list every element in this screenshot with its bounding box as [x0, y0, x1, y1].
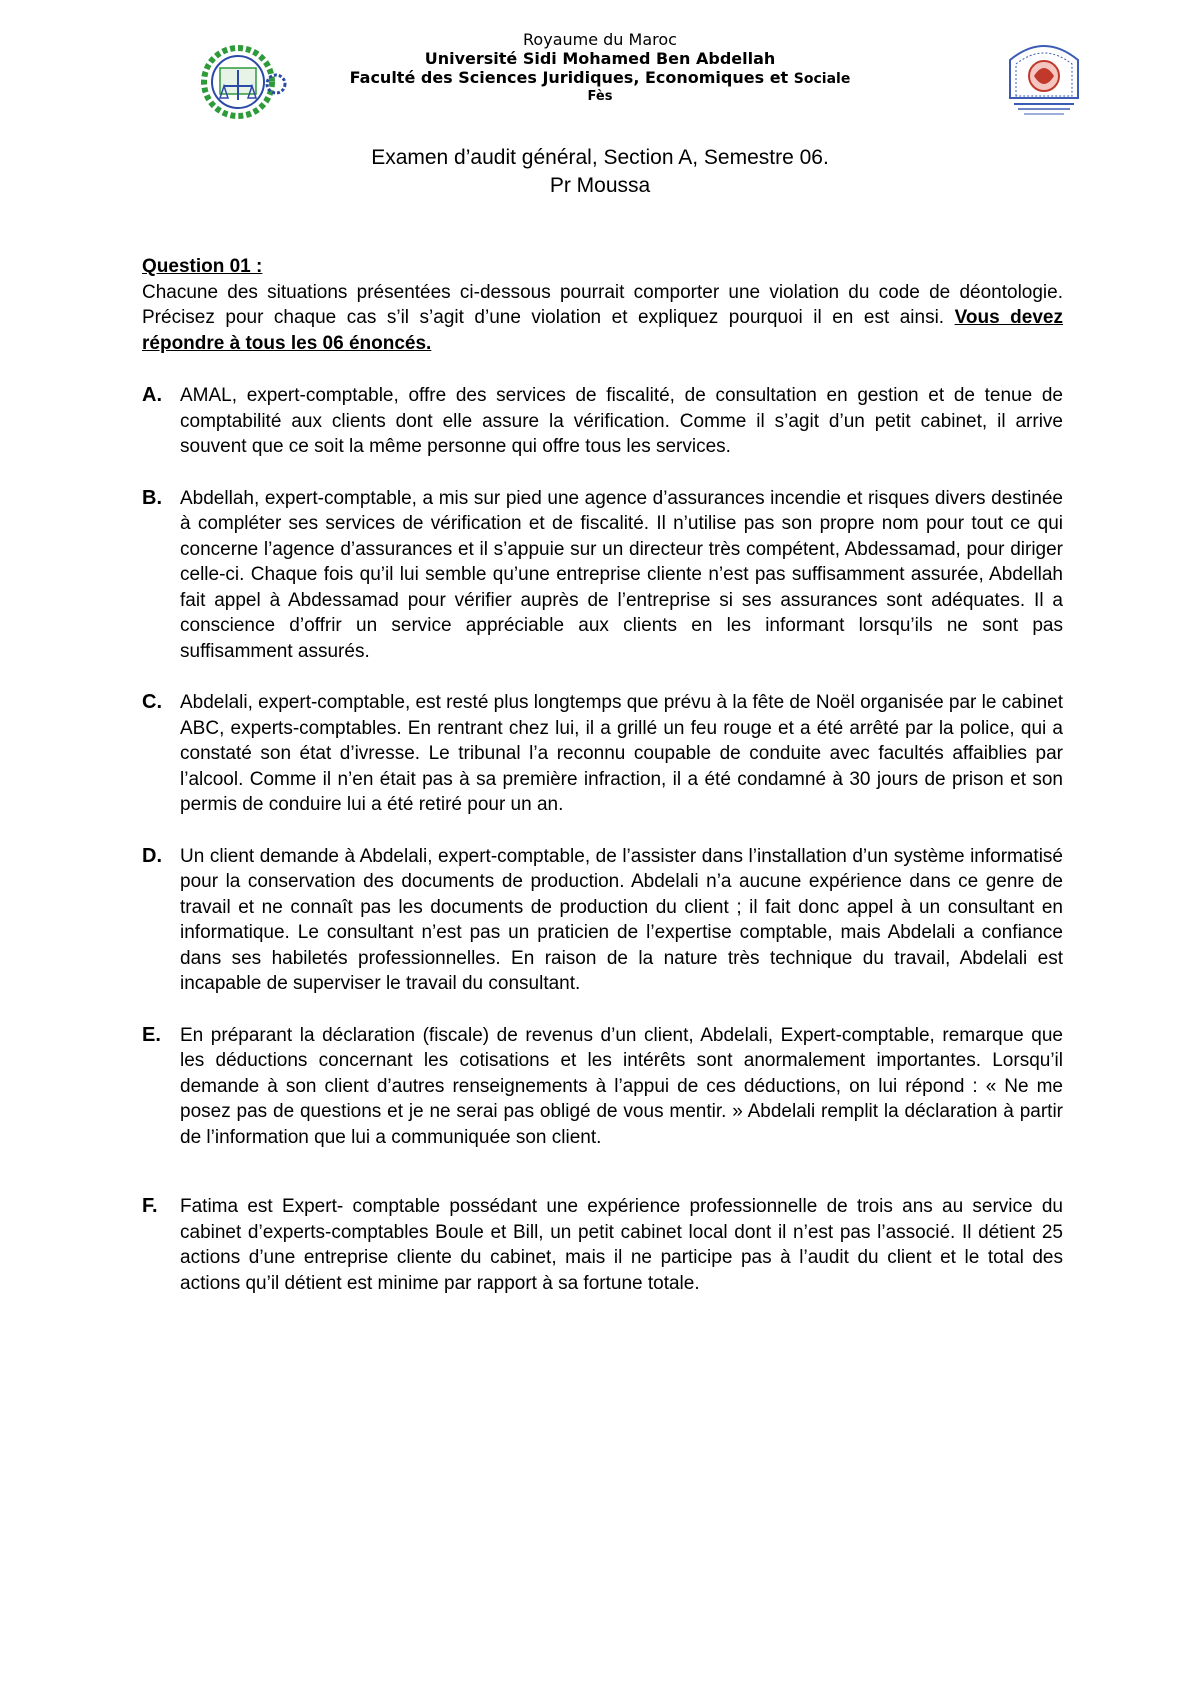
statement-c [142, 690, 1063, 818]
exam-content [142, 254, 1063, 1296]
statement-text: AMAL, expert-comptable, offre des services de fiscalité, de consultation en gestion et de tenue de comptabilité aux clients dont elle assure la vérification. Comme il s’agit d’un petit cabinet, il arrive souvent que ce soit la même personne qui offre tous les services. [180, 385, 1063, 457]
city-line: Fès [587, 89, 613, 104]
statement-text: Un client demande à Abdelali, expert-comptable, de l’assister dans l’installation d’un système informatisé pour la conservation des documents de production. Abdelali n’a aucune expérience dans ce genre de travail et ne connaît pas les documents de production du client ; il fait donc appel à un consultant en informatique. Le consultant n’est pas un praticien de l’expertise comptable, mais Abdelali a confiance dans ses habiletés professionnelles. En raison de la nature très technique du travail, Abdelali est incapable de superviser le travail du consultant. [180, 845, 1063, 994]
statement-text: En préparant la déclaration (fiscale) de revenus d’un client, Abdelali, Expert-comptable, remarque que les déductions concernant les cotisations et les intérêts sont anormalement importantes. Lorsqu’il demande à son client d’autres renseignements à l’appui de ces déductions, on lui répond : « Ne me posez pas de questions et je ne serai pas obligé de vous mentir. » Abdelali remplit la déclaration à partir de l’information que lui a communiquée son client. [180, 1024, 1063, 1148]
statement-text: Fatima est Expert- comptable possédant une expérience professionnelle de trois ans au service du cabinet d’experts-comptables Boule et Bill, un petit cabinet local dont il n’est pas l’associé. Il détient 25 actions d’une entreprise cliente du cabinet, mais il ne participe pas à l’audit du client et le total des actions qu’il détient est minime par rapport à sa fortune totale. [180, 1196, 1063, 1294]
question-heading: Question 01 : [142, 256, 263, 277]
statement-letter: F. [142, 1195, 158, 1217]
institution-header [0, 30, 1200, 104]
question-instruction: Vous devez répondre à tous les 06 énoncés. [142, 307, 1063, 354]
statement-letter: D. [142, 844, 162, 867]
professor-name: Pr Moussa [549, 174, 651, 197]
question-intro-text: Chacune des situations présentées ci-dessous pourrait comporter une violation du code de déontologie. Précisez pour chaque cas s’il s’agit d’une violation et expliquez pourquoi il en est ainsi. [142, 281, 1063, 328]
question-intro [142, 280, 1063, 357]
exam-title-block [0, 144, 1200, 200]
statement-e [142, 1023, 1063, 1151]
statement-text: Abdelali, expert-comptable, est resté plus longtemps que prévu à la fête de Noël organisée par le cabinet ABC, experts-comptables. En rentrant chez lui, il a grillé un feu rouge et a été arrêté par la police, qui a constaté son état d’ivresse. Le tribunal l’a reconnu coupable de conduite avec facultés affaiblies par l’alcool. Comme il n’en était pas à sa première infraction, il a été condamné à 30 jours de prison et son permis de conduire lui a été retiré pour un an. [180, 692, 1063, 815]
faculty-line-small: Sociale [793, 71, 851, 87]
statement-f [142, 1194, 1063, 1296]
statement-d [142, 844, 1063, 997]
kingdom-line: Royaume du Maroc [523, 30, 677, 49]
statement-letter: C. [142, 691, 162, 713]
statement-a [142, 383, 1063, 460]
faculty-line [0, 68, 1200, 89]
exam-title: Examen d’audit général, Section A, Semestre 06. [371, 146, 829, 169]
statement-letter: A. [142, 384, 162, 406]
statement-text: Abdellah, expert-comptable, a mis sur pied une agence d’assurances incendie et risques divers destinée à compléter ses services de vérification et de fiscalité. Il n’utilise pas son propre nom pour tout ce qui concerne l’agence d’assurances et il s’appuie sur un directeur très compétent, Abdessamad, pour diriger celle-ci. Chaque fois qu’il lui semble qu’une entreprise cliente n’est pas suffisamment assurée, Abdellah fait appel à Abdessamad pour vérifier auprès de l’entreprise si ses assurances sont adéquates. Il a conscience d’offrir un service appréciable aux clients en les informant lorsqu’ils ne sont pas suffisamment assurés. [180, 487, 1063, 662]
faculty-line-main: Faculté des Sciences Juridiques, Economiques et [349, 68, 789, 87]
university-line: Université Sidi Mohamed Ben Abdellah [424, 49, 776, 68]
statement-letter: E. [142, 1023, 161, 1046]
statement-letter: B. [142, 486, 162, 509]
statement-b [142, 486, 1063, 665]
